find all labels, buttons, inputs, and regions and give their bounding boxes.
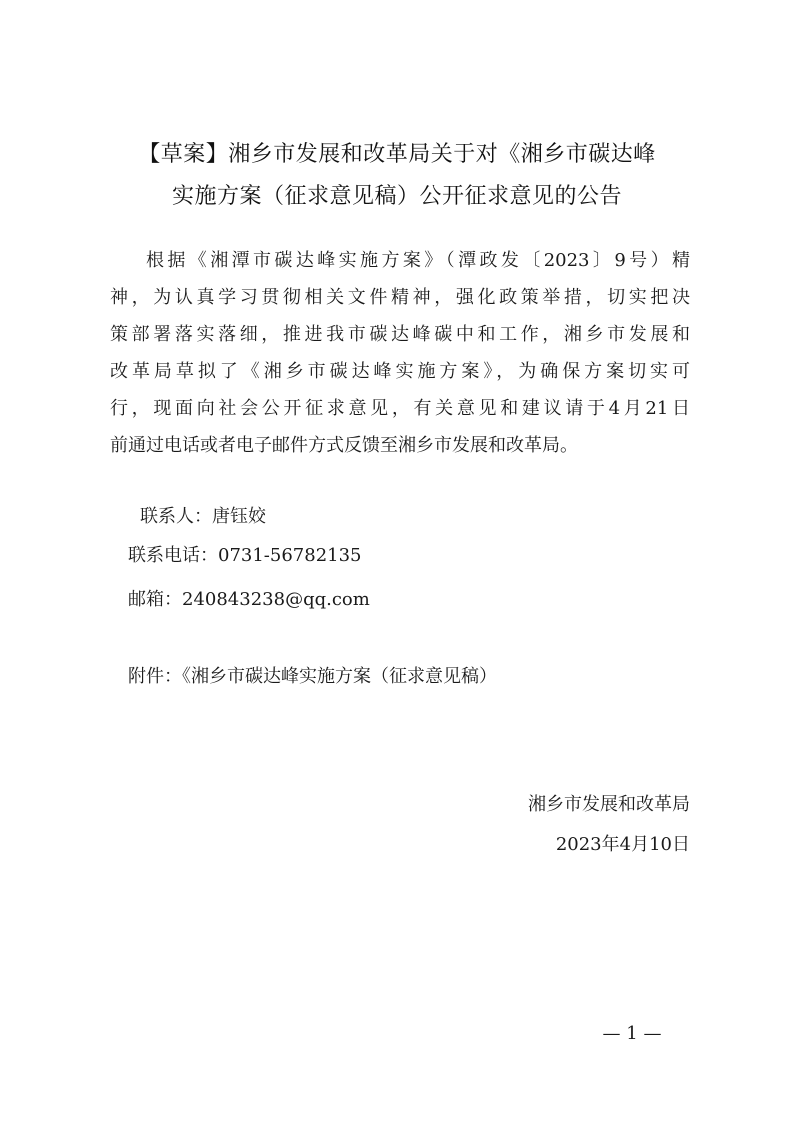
body-line-5: 行，现面向社会公开征求意见，有关意见和建议请于4月21日: [110, 398, 690, 419]
signer-organization: 湘乡市发展和改革局: [528, 794, 690, 815]
body-paragraph: [110, 242, 690, 464]
page-number: — 1 —: [602, 1023, 662, 1044]
contact-phone: 联系电话：0731-56782135: [128, 545, 362, 566]
body-line-2: 神，为认真学习贯彻相关文件精神，强化政策举措，切实把决: [110, 287, 690, 308]
document-title-line-2: 实施方案（征求意见稿）公开征求意见的公告: [171, 184, 622, 209]
body-line-1: 根据《湘潭市碳达峰实施方案》（潭政发〔2023〕9号）精: [146, 250, 690, 271]
contact-email: 邮箱：240843238@qq.com: [128, 589, 370, 610]
attachment-note: 附件：《湘乡市碳达峰实施方案（征求意见稿）: [128, 666, 497, 687]
body-line-4: 改革局草拟了《湘乡市碳达峰实施方案》，为确保方案切实可: [110, 361, 690, 382]
signer-date: 2023年4月10日: [555, 834, 690, 855]
document-title-line-1: 【草案】湘乡市发展和改革局关于对《湘乡市碳达峰: [138, 142, 656, 167]
contact-person: 联系人：唐钰姣: [140, 506, 266, 527]
body-line-6: 前通过电话或者电子邮件方式反馈至湘乡市发展和改革局。: [110, 435, 578, 456]
body-line-3: 策部署落实落细，推进我市碳达峰碳中和工作，湘乡市发展和: [110, 324, 690, 345]
